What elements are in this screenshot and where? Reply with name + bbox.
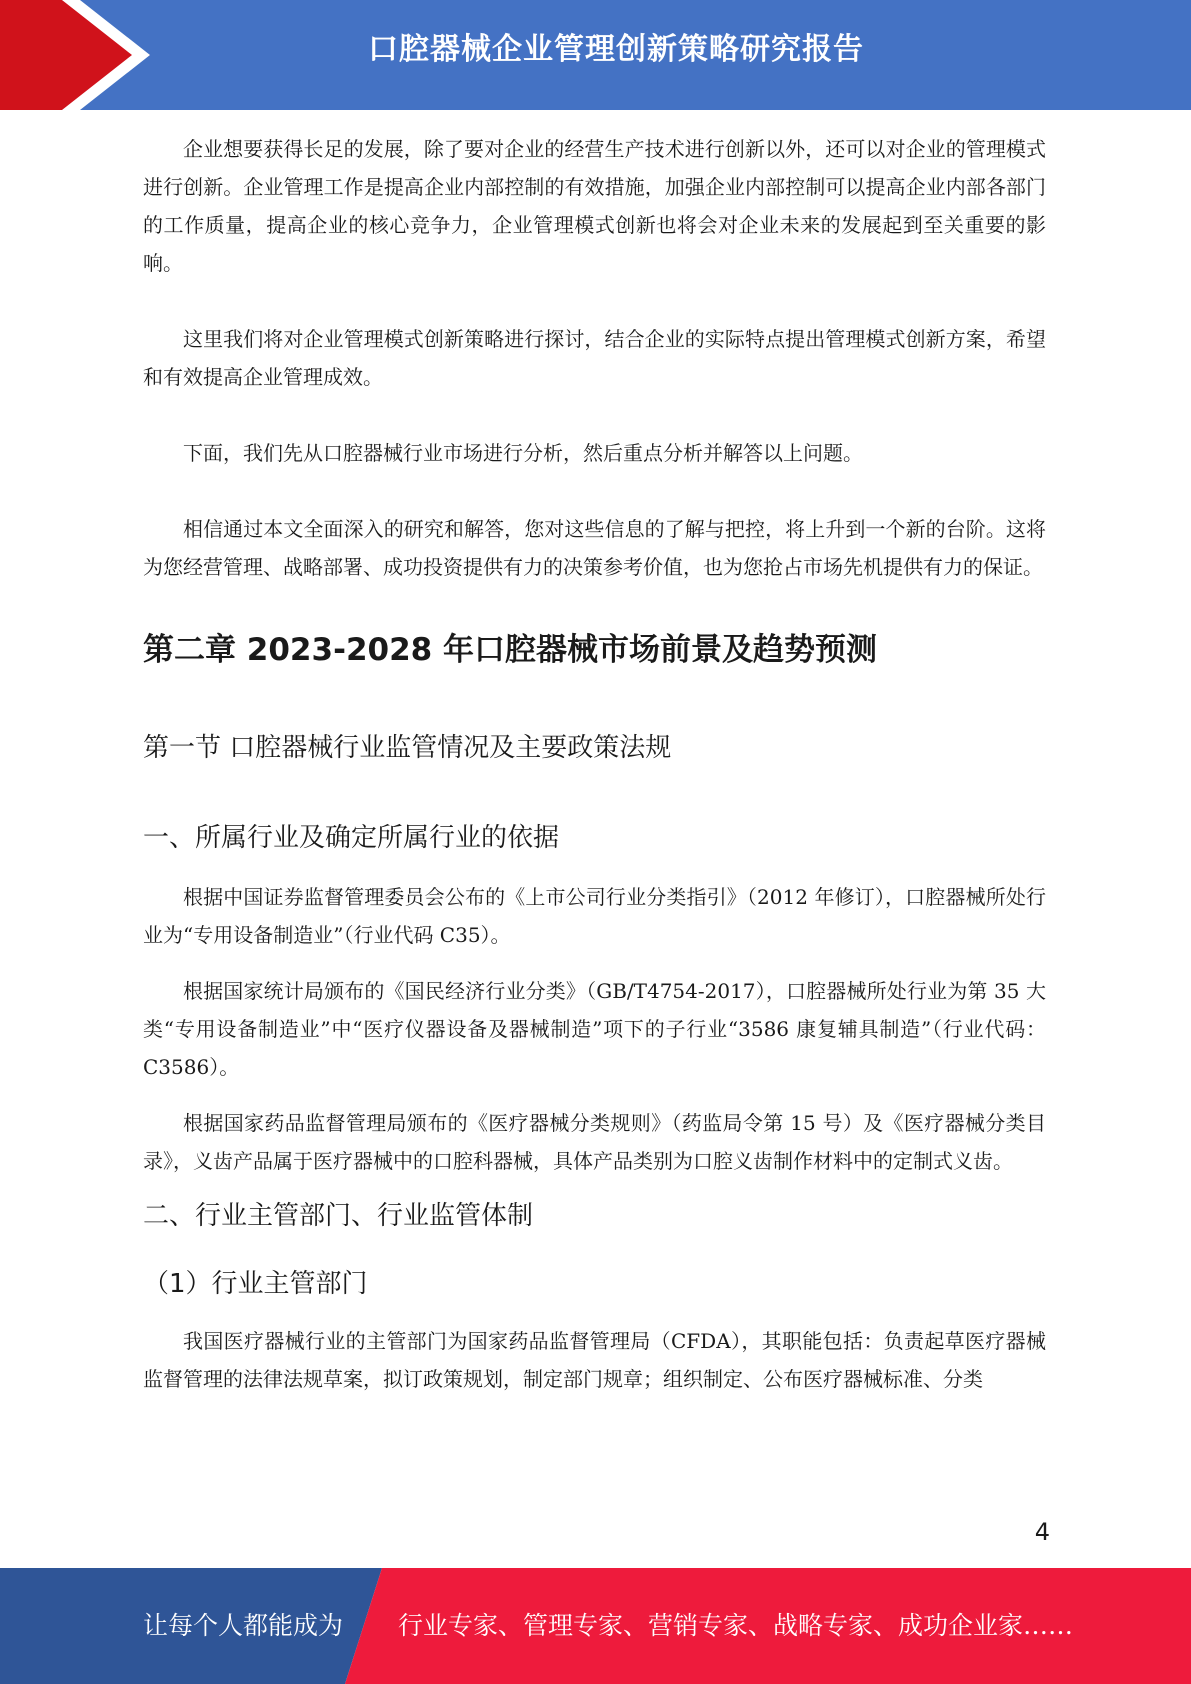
- section-title: 第一节 口腔器械行业监管情况及主要政策法规: [143, 733, 672, 763]
- chapter-title: 第二章 2023-2028 年口腔器械市场前景及趋势预测: [143, 632, 878, 668]
- regulator-paragraph: 我国医疗器械行业的主管部门为国家药品监督管理局（CFDA），其职能包括：负责起草医疗器械监督管理的法律法规草案，拟订政策规划，制定部门规章；组织制定、公布医疗器械标准、分类: [143, 1329, 1046, 1391]
- footer-slogan-left: 让每个人都能成为: [143, 1611, 344, 1640]
- intro-paragraph-2: 这里我们将对企业管理模式创新策略进行探讨，结合企业的实际特点提出管理模式创新方案，希望和有效提高企业管理成效。: [143, 327, 1046, 389]
- intro-paragraph-1: 企业想要获得长足的发展，除了要对企业的经营生产技术进行创新以外，还可以对企业的管理模式进行创新。企业管理工作是提高企业内部控制的有效措施，加强企业内部控制可以提高企业内部各部门的工作质量，提高企业的核心竞争力，企业管理模式创新也将会对企业未来的发展起到至关重要的影响。: [143, 137, 1046, 275]
- page-number: 4: [1034, 1518, 1050, 1546]
- intro-paragraph-4: 相信通过本文全面深入的研究和解答，您对这些信息的了解与把控，将上升到一个新的台阶。这将为您经营管理、战略部署、成功投资提供有力的决策参考价值，也为您抢占市场先机提供有力的保证。: [143, 517, 1046, 579]
- industry-paragraph-2: 根据国家统计局颁布的《国民经济行业分类》（GB/T4754-2017），口腔器械所处行业为第 35 大类“专用设备制造业”中“医疗仪器设备及器械制造”项下的子行业“3586 康复辅具制造”（行业代码：C3586）。: [143, 979, 1046, 1079]
- industry-paragraph-3: 根据国家药品监督管理局颁布的《医疗器械分类规则》（药监局令第 15 号）及《医疗器械分类目录》，义齿产品属于医疗器械中的口腔科器械，具体产品类别为口腔义齿制作材料中的定制式义齿。: [143, 1111, 1046, 1173]
- industry-paragraph-1: 根据中国证券监督管理委员会公布的《上市公司行业分类指引》（2012 年修订），口腔器械所处行业为“专用设备制造业”（行业代码 C35）。: [143, 885, 1046, 947]
- intro-paragraph-3: 下面，我们先从口腔器械行业市场进行分析，然后重点分析并解答以上问题。: [183, 441, 863, 465]
- subsection-title-2: 二、行业主管部门、行业监管体制: [143, 1201, 534, 1231]
- page-header: [0, 0, 1191, 110]
- report-title: 口腔器械企业管理创新策略研究报告: [368, 32, 864, 67]
- page-footer: [0, 1568, 1191, 1684]
- page-content: [143, 130, 1046, 1398]
- footer-slogan-right: 行业专家、管理专家、营销专家、战略专家、成功企业家……: [398, 1611, 1074, 1640]
- subsection-title-2-1: （1）行业主管部门: [143, 1269, 368, 1299]
- subsection-title-1: 一、所属行业及确定所属行业的依据: [143, 823, 560, 853]
